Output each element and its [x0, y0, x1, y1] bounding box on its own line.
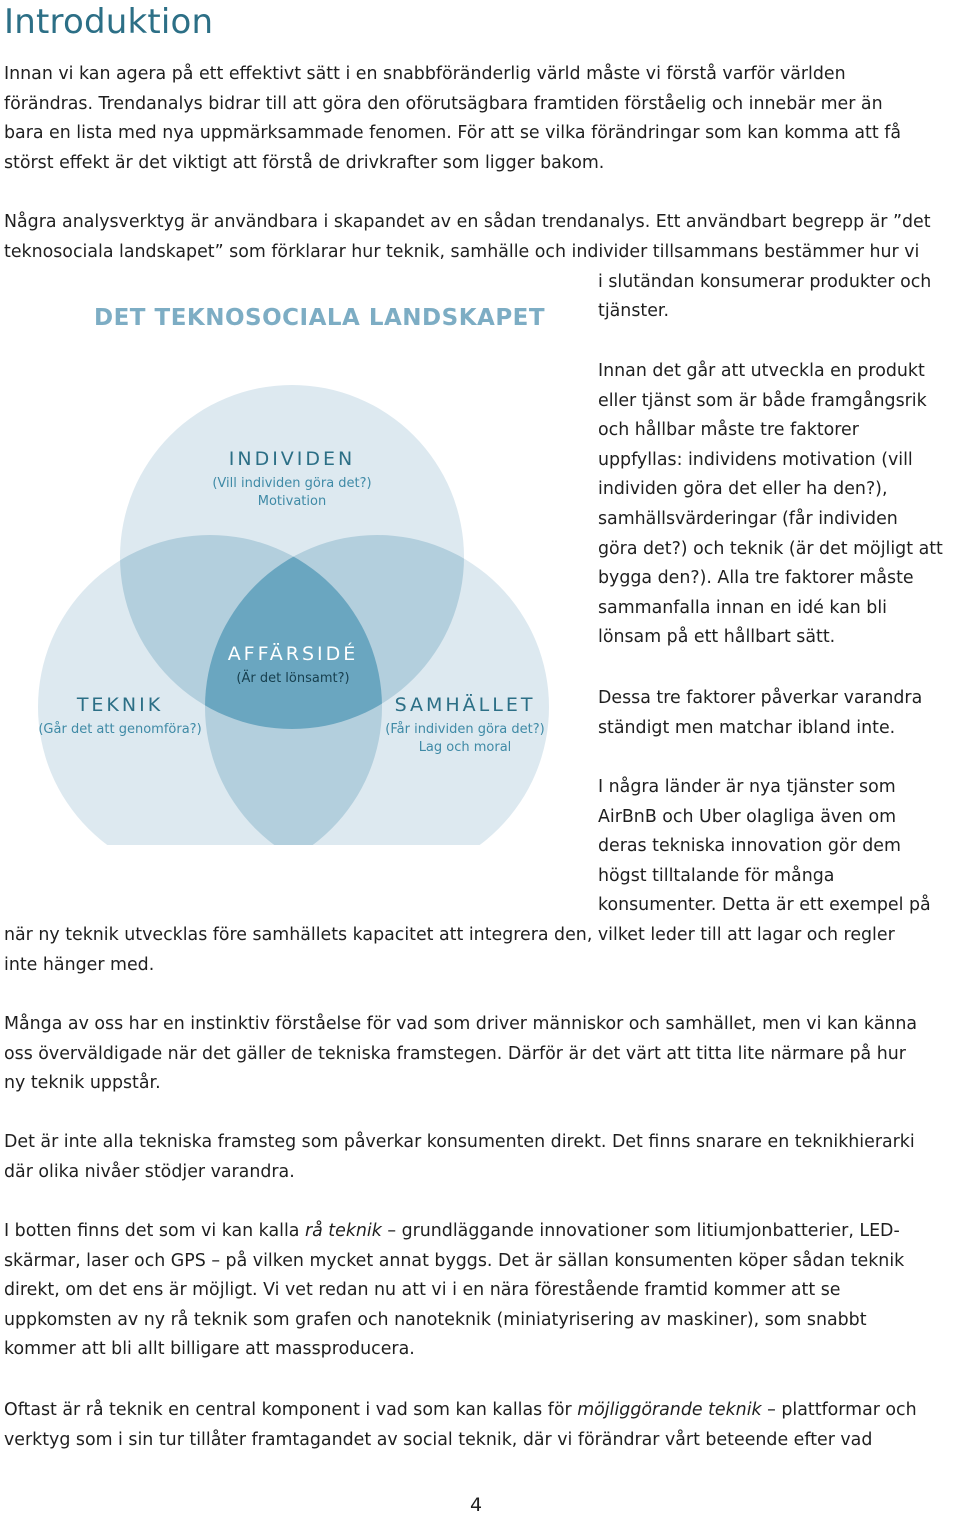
label-individen: INDIVIDEN	[228, 448, 356, 470]
keyword-samhallet: Lag och moral	[418, 740, 512, 755]
paragraph-7	[4, 1396, 917, 1455]
side-paragraph-1	[598, 357, 943, 653]
text-line: störst effekt är det viktigt att förstå de drivkrafter som ligger bakom.	[4, 152, 605, 173]
text-line: förändras. Trendanalys bidrar till att göra den oförutsägbara framtiden förståelig och innebär mer än	[4, 93, 883, 114]
paragraph-6	[4, 1217, 904, 1365]
text-line: oss överväldigade när det gäller de tekniska framstegen. Därför är det värt att titta lite närmare på hur	[4, 1043, 906, 1064]
text-line: deras tekniska innovation gör dem	[598, 836, 901, 857]
text-run: I botten finns det som vi kan kalla	[4, 1221, 305, 1241]
text-line: Dessa tre faktorer påverkar varandra	[598, 688, 923, 708]
page-number: 4	[470, 1494, 483, 1516]
text-line: inte hänger med.	[4, 954, 155, 975]
text-line: verktyg som i sin tur tillåter framtagandet av social teknik, där vi förändrar vårt beteende efter vad	[4, 1429, 873, 1450]
question-teknik: (Går det att genomföra?)	[38, 722, 202, 737]
text-line: där olika nivåer stödjer varandra.	[4, 1161, 295, 1182]
text-line: bara en lista med nya uppmärksammade fenomen. För att se vilka förändringar som kan komma att få	[4, 123, 901, 144]
text-line: I några länder är nya tjänster som	[598, 777, 896, 797]
text-run: – grundläggande innovationer som litiumjonbatterier, LED-	[381, 1221, 900, 1241]
text-line: konsumenter. Detta är ett exempel på	[598, 895, 931, 916]
text-run: Oftast är rå teknik en central komponent i vad som kan kallas för	[4, 1400, 578, 1420]
side-paragraph-3	[598, 773, 931, 921]
emphasis-ra-teknik: rå teknik	[304, 1221, 382, 1241]
side-paragraph-2	[598, 684, 922, 743]
question-samhallet: (Får individen göra det?)	[385, 722, 545, 737]
page-title: Introduktion	[4, 2, 214, 42]
label-teknik: TEKNIK	[76, 694, 164, 716]
paragraph-4	[4, 1010, 917, 1099]
keyword-individen: Motivation	[257, 494, 327, 509]
text-line: tjänster.	[598, 301, 669, 321]
text-run: – plattformar och	[761, 1400, 917, 1420]
text-line: göra det?) och teknik (är det möjligt att	[598, 538, 943, 559]
text-line: ständigt men matchar ibland inte.	[598, 717, 896, 738]
question-affarside: (Är det lönsamt?)	[236, 671, 350, 686]
text-line: i slutändan konsumerar produkter och	[598, 272, 932, 292]
text-line: skärmar, laser och GPS – på vilken mycket annat byggs. Det är sällan konsumenten köper sådan teknik	[4, 1250, 905, 1271]
text-line: när ny teknik utvecklas före samhällets kapacitet att integrera den, vilket leder till att lagar och regler	[4, 925, 895, 945]
text-line: sammanfalla innan en idé kan bli	[598, 597, 888, 618]
text-line: bygga den?). Alla tre faktorer måste	[598, 568, 914, 589]
text-line: Det är inte alla tekniska framsteg som påverkar konsumenten direkt. Det finns snarare en teknikhierarki	[4, 1132, 915, 1152]
text-line	[4, 1396, 917, 1426]
label-affarside: AFFÄRSIDÉ	[227, 643, 359, 665]
text-line: teknosociala landskapet” som förklarar hur teknik, samhälle och individer tillsammans bestämmer hur vi	[4, 242, 920, 262]
label-samhallet: SAMHÄLLET	[394, 694, 536, 716]
text-line	[4, 1217, 904, 1247]
text-line: uppkomsten av ny rå teknik som grafen och nanoteknik (miniatyrisering av maskiner), som snabbt	[4, 1309, 867, 1330]
text-line: lönsam på ett hållbart sätt.	[598, 627, 836, 648]
paragraph-5	[4, 1128, 915, 1187]
text-line: samhällsvärderingar (får individen	[598, 508, 898, 529]
diagram-title: DET TEKNOSOCIALA LANDSKAPET	[94, 305, 546, 331]
text-line: kommer att bli allt billigare att massproducera.	[4, 1339, 415, 1360]
text-line: uppfyllas: individens motivation (vill	[598, 449, 913, 470]
text-line: AirBnB och Uber olagliga även om	[598, 806, 897, 827]
text-line: Många av oss har en instinktiv förståelse för vad som driver människor och samhället, men vi kan känna	[4, 1014, 918, 1034]
text-line: eller tjänst som är både framgångsrik	[598, 390, 927, 411]
text-line: Innan vi kan agera på ett effektivt sätt i en snabbföränderlig värld måste vi förstå varför världen	[4, 64, 846, 84]
paragraph-3	[4, 921, 895, 980]
text-line: ny teknik uppstår.	[4, 1073, 161, 1094]
text-line: Några analysverktyg är användbara i skapandet av en sådan trendanalys. Ett användbart begrepp är ”det	[4, 212, 931, 232]
question-individen: (Vill individen göra det?)	[212, 476, 372, 491]
emphasis-mojliggorande-teknik: möjliggörande teknik	[577, 1400, 762, 1420]
text-line: direkt, om det ens är möjligt. Vi vet redan nu att vi i en nära förestående framtid kommer att se	[4, 1280, 841, 1301]
text-line: individen göra det eller ha den?),	[598, 479, 888, 500]
intro-paragraph	[4, 60, 901, 178]
text-line: högst tilltalande för många	[598, 865, 835, 886]
text-line: Innan det går att utveckla en produkt	[598, 361, 925, 381]
text-line: och hållbar måste tre faktorer	[598, 420, 859, 441]
